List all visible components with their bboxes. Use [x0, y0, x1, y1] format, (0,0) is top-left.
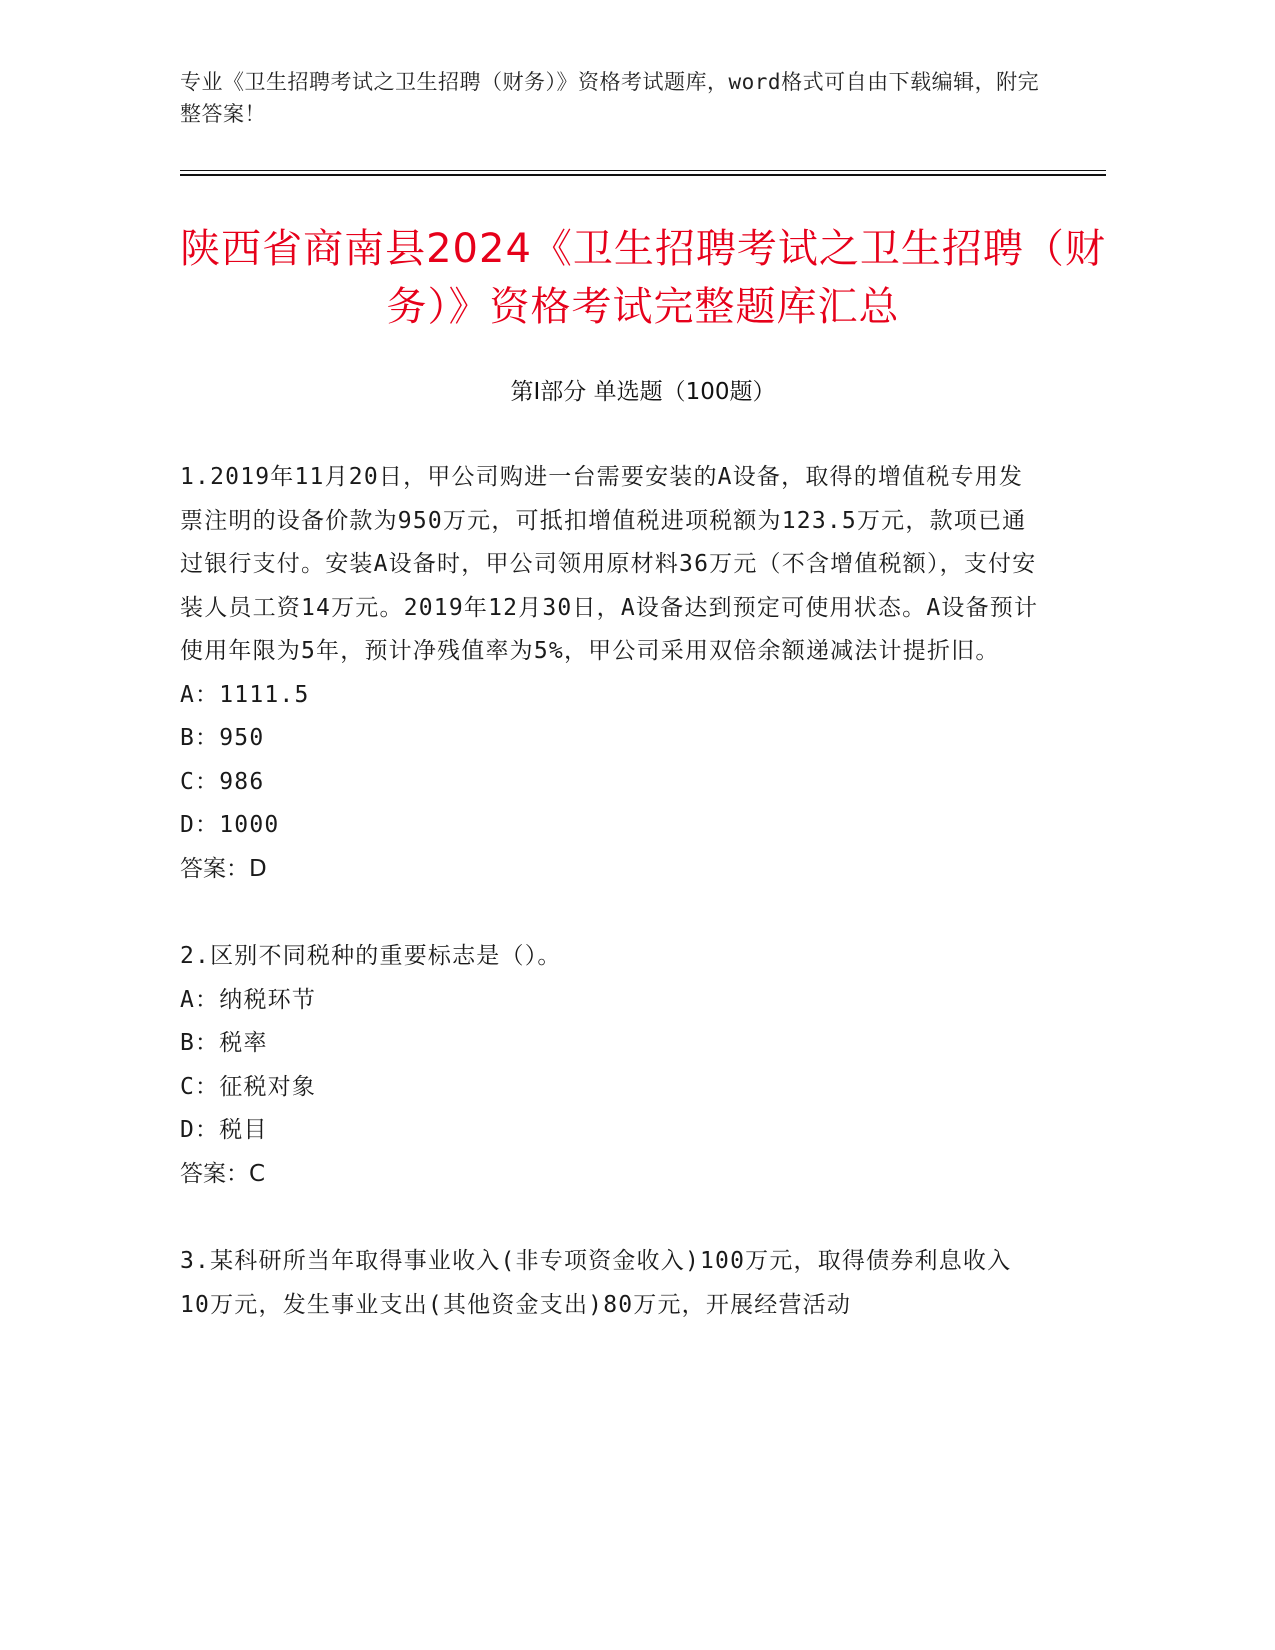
answer: 答案：C	[180, 1160, 266, 1187]
option-d: D：1000	[180, 812, 280, 838]
document-title: 陕西省商南县2024《卫生招聘考试之卫生招聘（财务）》资格考试完整题库汇总	[180, 226, 1106, 330]
answer: 答案：D	[180, 855, 267, 882]
option-c: C：986	[180, 768, 265, 795]
option-c: C：征税对象	[180, 1073, 317, 1100]
question-text: 2.区别不同税种的重要标志是（）。	[180, 943, 562, 969]
option-a: A：1111.5	[180, 681, 310, 708]
header-note: 专业《卫生招聘考试之卫生招聘（财务）》资格考试题库，word格式可自由下载编辑，附完整答案！	[180, 70, 1040, 126]
question-text: 3.某科研所当年取得事业收入(非专项资金收入)100万元，取得债券利息收入10万元，发生事业支出(其他资金支出)80万元，开展经营活动	[180, 1248, 1012, 1318]
divider-thick	[180, 174, 1106, 176]
document-page	[180, 66, 1106, 1371]
option-a: A：纳税环节	[180, 986, 317, 1013]
question-list	[180, 456, 1106, 1327]
question-text: 1.2019年11月20日，甲公司购进一台需要安装的A设备，取得的增值税专用发票注明的设备价款为950万元，可抵扣增值税进项税额为123.5万元，款项已通过银行支付。安装A设备时，甲公司领用原材料36万元（不含增值税额），支付安装人员工资14万元。2019年12月30日，A设备达到预定可使用状态。A设备预计使用年限为5年，预计净残值率为5%，甲公司采用双倍余额递减法计提折旧。	[180, 464, 1039, 664]
section-title: 第Ⅰ部分 单选题（100题）	[510, 379, 776, 405]
question-1	[180, 456, 1106, 891]
divider-thin	[180, 170, 1106, 171]
option-b: B：税率	[180, 1030, 268, 1056]
option-b: B：950	[180, 725, 265, 751]
header-divider	[180, 170, 1106, 176]
option-d: D：税目	[180, 1117, 268, 1143]
question-2	[180, 935, 1106, 1196]
question-3	[180, 1240, 1106, 1327]
